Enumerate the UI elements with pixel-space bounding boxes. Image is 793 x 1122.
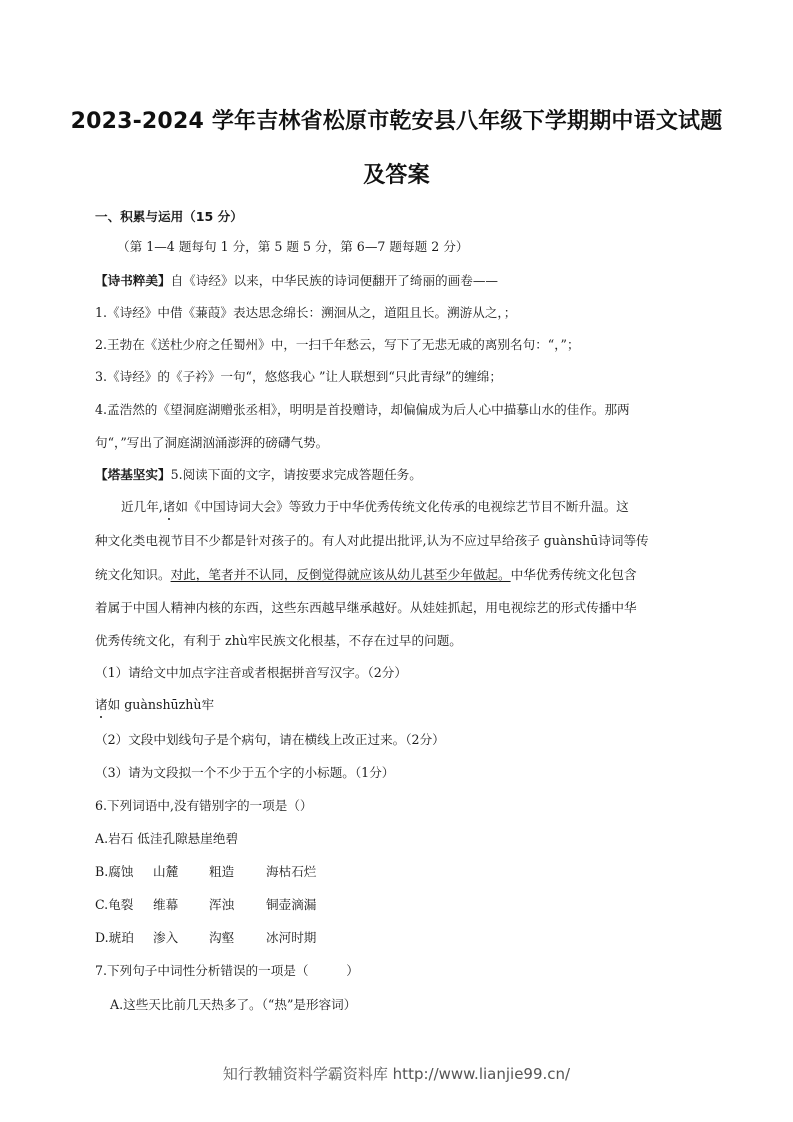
option-term: 粗造 [209,864,235,879]
question-4-line1: 4.孟浩然的《望洞庭湖赠张丞相》，明明是首投赠诗，却偏偏成为后人心中描摹山水的佳作。那两 [95,402,630,417]
passage-text: 近几年, [121,499,163,514]
poetry-tag: 【诗书粹美】 [95,273,171,288]
passage-line-2: 种文化类电视节目不少都是针对孩子的。有人对此提出批评,认为不应过早给孩子 guànshū诗词等传 [95,533,649,548]
option-term: 山麓 [153,864,179,879]
subquestion-1-items [95,694,214,713]
passage-line-3 [95,564,637,583]
question-7-option-a: A.这些天比前几天热多了。（“热”是形容词） [110,997,357,1012]
question-7-stem: 7.下列句子中词性分析错误的一项是（ ） [95,963,359,978]
question-6-stem: 6.下列词语中,没有错别字的一项是（） [95,798,313,813]
passage-text: 如《中国诗词大会》等致力于中华优秀传统文化传承的电视综艺节目不断升温。这 [175,499,629,514]
option-term: 渗入 [153,930,179,945]
footer-watermark: 知行教辅资料学霸资料库 http://www.lianjie99.cn/ [222,1065,571,1083]
question-6-option-d [95,927,316,946]
dotted-char: 诸 [95,694,108,713]
question-6-option-c [95,894,316,913]
question-1: 1.《诗经》中借《蒹葭》表达思念绵长：溯洄从之，道阻且长。溯游从之，； [95,305,517,320]
passage-line-1 [121,496,629,515]
option-term: 浑浊 [209,897,235,912]
poetry-intro [95,270,498,289]
option-term: 海枯石烂 [266,864,317,879]
underlined-sentence: 对此，笔者并不认同，反倒觉得就应该从幼儿甚至少年做起。 [170,567,511,582]
passage-line-5: 优秀传统文化，有利于 zhù牢民族文化根基，不存在过早的问题。 [95,633,462,648]
option-term: D.琥珀 [95,930,134,945]
option-term: B.腐蚀 [95,864,134,879]
poetry-intro-text: 自《诗经》以来，中华民族的诗词便翻开了绮丽的画卷—— [170,273,498,288]
dotted-char: 诸 [163,496,176,515]
option-term: 沟壑 [209,930,235,945]
question-5-intro [95,464,422,483]
option-term: 铜壶滴漏 [266,897,317,912]
document-title-line1: 2023-2024 学年吉林省松原市乾安县八年级下学期期中语文试题 [70,109,723,134]
foundation-tag: 【塔基坚实】 [95,467,171,482]
pinyin-items: 如 guànshūzhù牢 [107,697,215,712]
option-term: 冰河时期 [266,930,317,945]
question-5-stem: 5.阅读下面的文字，请按要求完成答题任务。 [170,467,422,482]
subquestion-1: （1）请给文中加点字注音或者根据拼音写汉字。（2分） [95,665,407,680]
subquestion-2: （2）文段中划线句子是个病句，请在横线上改正过来。（2分） [95,732,445,747]
question-2: 2.王勃在《送杜少府之任蜀州》中，一扫千年愁云，写下了无悲无戚的离别名句：“，”； [95,337,580,352]
section1-note: （第 1—4 题每句 1 分，第 5 题 5 分，第 6—7 题每题 2 分） [117,239,469,254]
question-6-option-b [95,861,316,880]
subquestion-3: （3）请为文段拟一个不少于五个字的小标题。（1分） [95,765,395,780]
question-3: 3.《诗经》的《子衿》一句“，悠悠我心 ”让人联想到“只此青绿”的缠绵； [95,369,502,384]
question-4-line2: 句“，”写出了洞庭湖汹涌澎湃的磅礴气势。 [95,435,329,450]
option-term: 维幕 [153,897,179,912]
passage-text: 统文化知识。 [95,567,171,582]
option-term: C.龟裂 [95,897,134,912]
passage-text: 中华优秀传统文化包含 [510,567,637,582]
section1-heading: 一、积累与运用（15 分） [95,209,243,224]
passage-line-4: 着属于中国人精神内核的东西，这些东西越早继承越好。从娃娃抓起，用电视综艺的形式传播中华 [95,600,637,615]
question-6-option-a: A.岩石 低洼孔隙悬崖绝碧 [95,831,239,846]
document-title-line2: 及答案 [363,163,430,188]
